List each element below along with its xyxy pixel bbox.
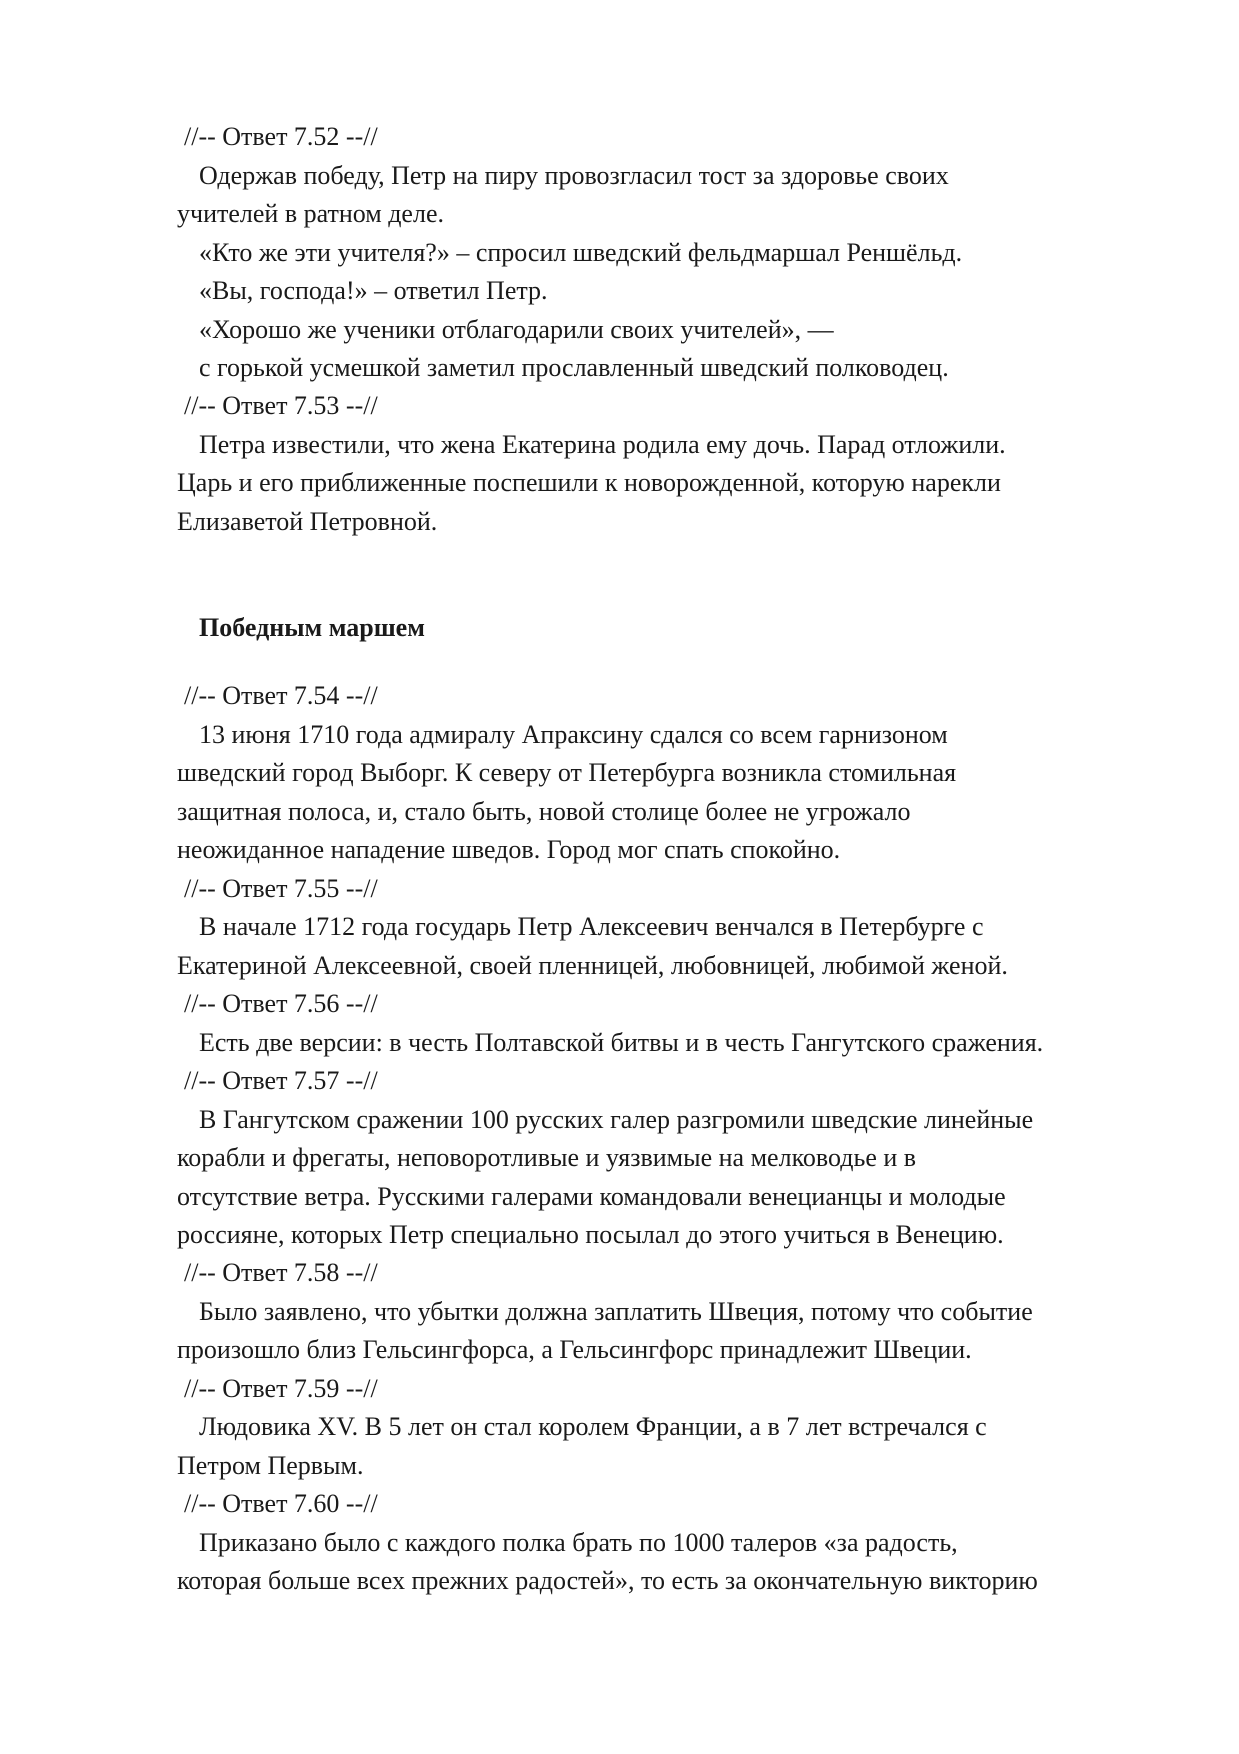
answer-text-line: 13 июня 1710 года адмиралу Апраксину сдался со всем гарнизоном — [199, 720, 948, 749]
answer-text-line: отсутствие ветра. Русскими галерами командовали венецианцы и молодые — [177, 1182, 1006, 1211]
answer-text-line: Людовика XV. В 5 лет он стал королем Франции, а в 7 лет встречался с — [199, 1412, 987, 1441]
answer-marker: //-- Ответ 7.53 --// — [184, 391, 378, 420]
answer-marker: //-- Ответ 7.52 --// — [184, 122, 378, 151]
answer-text-line: учителей в ратном деле. — [177, 199, 444, 228]
answer-marker: //-- Ответ 7.58 --// — [184, 1258, 378, 1287]
answer-text-line: Есть две версии: в честь Полтавской битвы и в честь Гангутского сражения. — [199, 1028, 1044, 1057]
answer-text-line: которая больше всех прежних радостей», то есть за окончательную викторию — [177, 1566, 1038, 1595]
answer-text-line: Екатериной Алексеевной, своей пленницей, любовницей, любимой женой. — [177, 951, 1008, 980]
answer-text-line: Царь и его приближенные поспешили к новорожденной, которую нарекли — [177, 468, 1001, 497]
answer-text-line: Было заявлено, что убытки должна заплатить Швеция, потому что событие — [199, 1297, 1033, 1326]
answer-marker: //-- Ответ 7.56 --// — [184, 989, 378, 1018]
answer-text-line: произошло близ Гельсингфорса, а Гельсингфорс принадлежит Швеции. — [177, 1335, 972, 1364]
answer-text-line: Елизаветой Петровной. — [177, 507, 438, 536]
answer-text-line: защитная полоса, и, стало быть, новой столице более не угрожало — [177, 797, 911, 826]
answer-text-line: Приказано было с каждого полка брать по 1000 талеров «за радость, — [199, 1528, 958, 1557]
answer-text-line: корабли и фрегаты, неповоротливые и уязвимые на мелководье и в — [177, 1143, 917, 1172]
answer-marker: //-- Ответ 7.60 --// — [184, 1489, 378, 1518]
answer-text-line: В Гангутском сражении 100 русских галер разгромили шведские линейные — [199, 1105, 1034, 1134]
answer-text-line: Петром Первым. — [177, 1451, 364, 1480]
answer-text-line: шведский город Выборг. К северу от Петербурга возникла стомильная — [177, 758, 957, 787]
answer-text-line: Одержав победу, Петр на пиру провозгласил тост за здоровье своих — [199, 161, 949, 190]
answer-text-line: «Вы, господа!» – ответил Петр. — [199, 276, 548, 305]
answer-marker: //-- Ответ 7.55 --// — [184, 874, 378, 903]
answer-text-line: «Хорошо же ученики отблагодарили своих учителей», — — [199, 315, 834, 344]
answer-marker: //-- Ответ 7.57 --// — [184, 1066, 378, 1095]
answer-text-line: россияне, которых Петр специально посылал до этого учиться в Венецию. — [177, 1220, 1004, 1249]
answer-text-line: В начале 1712 года государь Петр Алексеевич венчался в Петербурге с — [199, 912, 984, 941]
answer-marker: //-- Ответ 7.54 --// — [184, 681, 378, 710]
answer-marker: //-- Ответ 7.59 --// — [184, 1374, 378, 1403]
answer-text-line: с горькой усмешкой заметил прославленный шведский полководец. — [199, 353, 949, 382]
answer-text-line: неожиданное нападение шведов. Город мог спать спокойно. — [177, 835, 841, 864]
answer-text-line: «Кто же эти учителя?» – спросил шведский фельдмаршал Реншёльд. — [199, 238, 963, 267]
answer-text-line: Петра известили, что жена Екатерина родила ему дочь. Парад отложили. — [199, 430, 1006, 459]
section-heading: Победным маршем — [199, 613, 425, 642]
